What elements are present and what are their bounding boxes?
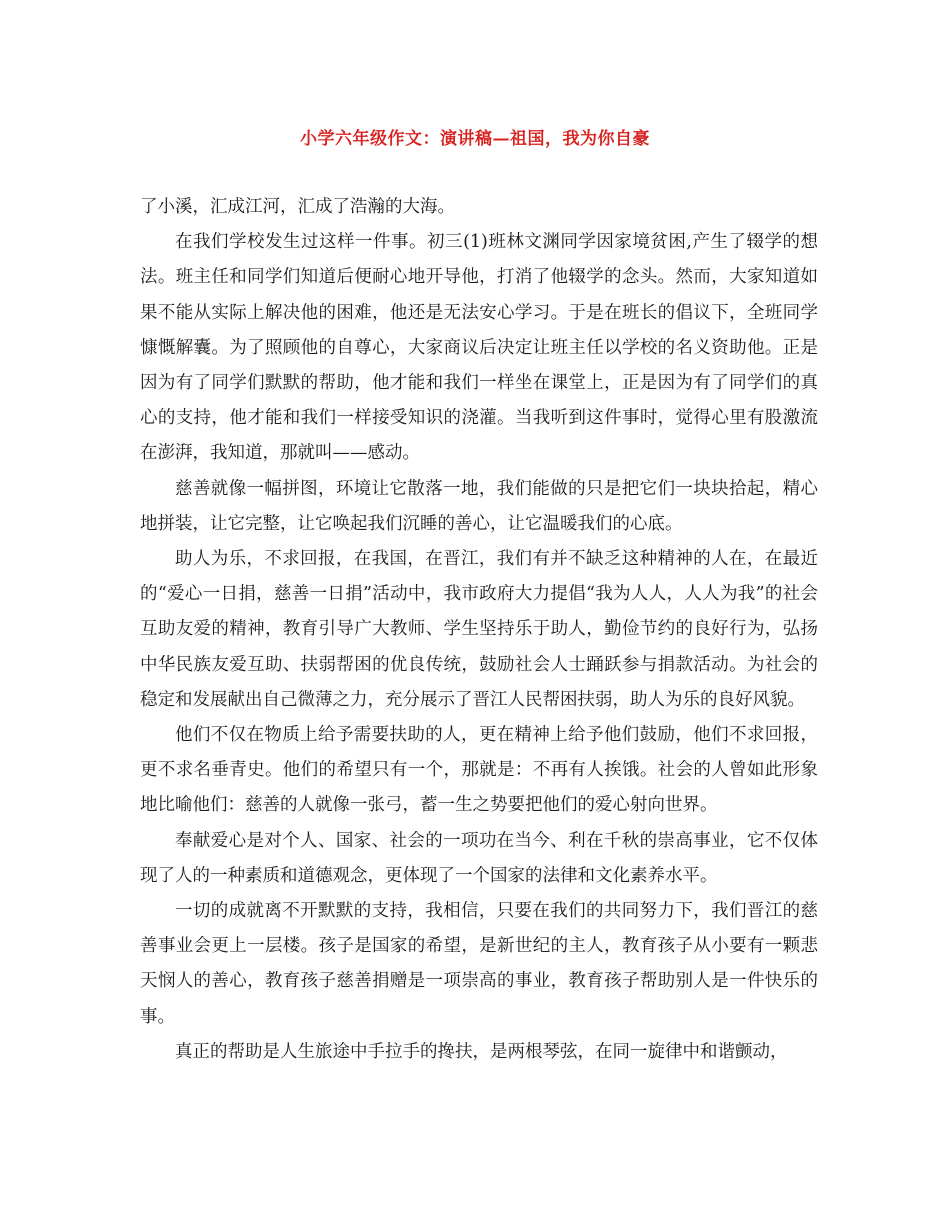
document-title: 小学六年级作文：演讲稿—祖国，我为你自豪 bbox=[300, 129, 650, 149]
document-body bbox=[140, 190, 818, 1070]
paragraph: 奉献爱心是对个人、国家、社会的一项功在当今、利在千秋的崇高事业，它不仅体现了人的一种素质和道德观念，更体现了一个国家的法律和文化素养水平。 bbox=[140, 830, 818, 886]
paragraph: 助人为乐，不求回报，在我国，在晋江，我们有并不缺乏这种精神的人在，在最近的“爱心一日捐，慈善一日捐”活动中，我市政府大力提倡“我为人人，人人为我”的社会互助友爱的精神，教育引导广大教师、学生坚持乐于助人，勤俭节约的良好行为，弘扬中华民族友爱互助、扶弱帮困的优良传统，鼓励社会人士踊跃参与捐款活动。为社会的稳定和发展献出自己微薄之力，充分展示了晋江人民帮困扶弱，助人为乐的良好风貌。 bbox=[140, 549, 818, 710]
paragraph: 在我们学校发生过这样一件事。初三(1)班林文渊同学因家境贫困,产生了辍学的想法。班主任和同学们知道后便耐心地开导他，打消了他辍学的念头。然而，大家知道如果不能从实际上解决他的困难，他还是无法安心学习。于是在班长的倡议下，全班同学慷慨解囊。为了照顾他的自尊心，大家商议后决定让班主任以学校的名义资助他。正是因为有了同学们默默的帮助，他才能和我们一样坐在课堂上，正是因为有了同学们的真心的支持，他才能和我们一样接受知识的浇灌。当我听到这件事时，觉得心里有股激流在澎湃，我知道，那就叫——感动。 bbox=[140, 232, 818, 464]
paragraph: 真正的帮助是人生旅途中手拉手的搀扶，是两根琴弦，在同一旋律中和谐颤动， bbox=[175, 1041, 788, 1062]
paragraph: 他们不仅在物质上给予需要扶助的人，更在精神上给予他们鼓励，他们不求回报，更不求名垂青史。他们的希望只有一个，那就是：不再有人挨饿。社会的人曾如此形象地比喻他们：慈善的人就像一张弓，蓄一生之势要把他们的爱心射向世界。 bbox=[140, 725, 818, 816]
paragraph: 一切的成就离不开默默的支持，我相信，只要在我们的共同努力下，我们晋江的慈善事业会更上一层楼。孩子是国家的希望，是新世纪的主人，教育孩子从小要有一颗悲天悯人的善心，教育孩子慈善捐赠是一项崇高的事业，教育孩子帮助别人是一件快乐的事。 bbox=[140, 901, 818, 1027]
paragraph-continuation: 了小溪，汇成江河，汇成了浩瀚的大海。 bbox=[140, 197, 455, 217]
paragraph: 慈善就像一幅拼图，环境让它散落一地，我们能做的只是把它们一块块拾起，精心地拼装，让它完整，让它唤起我们沉睡的善心，让它温暖我们的心底。 bbox=[140, 478, 818, 534]
